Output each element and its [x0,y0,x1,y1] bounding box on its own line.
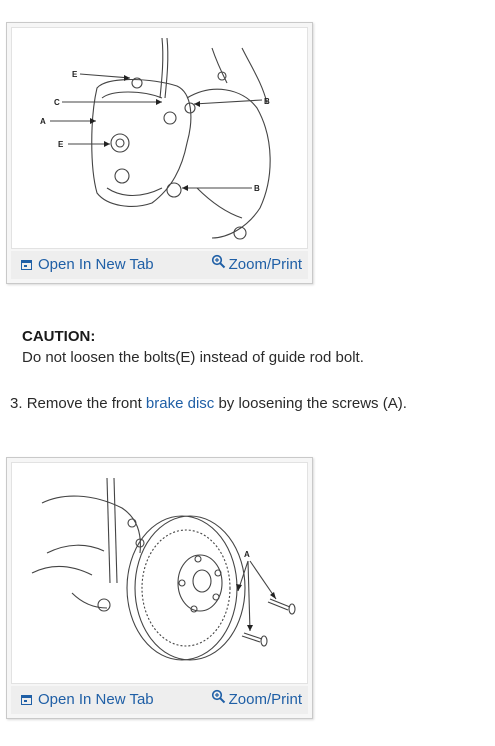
brake-disc-drawing [12,463,307,683]
caliper-diagram [11,27,308,249]
brake-disc-diagram [11,462,308,684]
caliper-drawing [12,28,307,248]
step-number: 3. [10,395,23,412]
zoom-print-label: Zoom/Print [228,256,302,273]
zoom-print-button[interactable] [211,691,302,708]
figure-toolbar [11,251,308,279]
callout-b-bottom: B [254,184,260,193]
step-text-before: Remove the front [26,395,142,412]
step-text-after: by loosening the screws (A). [218,395,407,412]
open-in-new-tab-button[interactable] [21,256,154,273]
callout-e-mid: E [58,140,64,149]
open-in-new-tab-label: Open In New Tab [38,256,154,273]
open-in-new-tab-button[interactable] [21,691,154,708]
callout-b-top: B [264,97,270,106]
zoom-print-button[interactable] [211,256,302,273]
callout-c: C [54,98,60,107]
callout-e-top: E [72,70,78,79]
open-in-new-tab-label: Open In New Tab [38,691,154,708]
caliper-figure [6,22,313,284]
callout-a: A [244,550,250,559]
caution-text: Do not loosen the bolts(E) instead of guide rod bolt. [22,349,364,366]
open-tab-icon [21,695,32,705]
magnifier-icon [211,254,226,269]
caution-title: CAUTION: [22,328,96,345]
figure-toolbar [11,686,308,714]
open-tab-icon [21,260,32,270]
zoom-print-label: Zoom/Print [228,691,302,708]
caution-block [22,328,364,366]
magnifier-icon [211,689,226,704]
step-3 [10,395,407,412]
callout-a: A [40,117,46,126]
brake-disc-link[interactable]: brake disc [145,395,215,412]
brake-disc-figure [6,457,313,719]
